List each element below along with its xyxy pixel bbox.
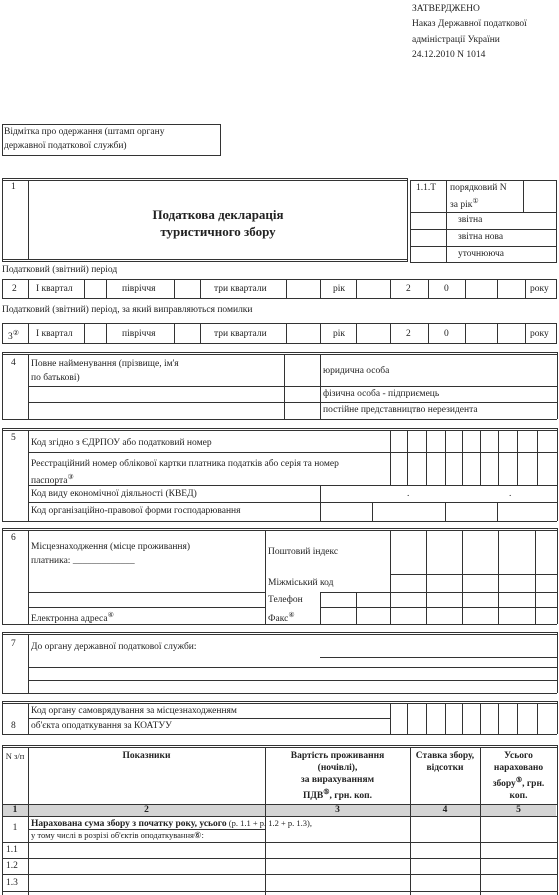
row-1-sub: у тому числі в розрізі об'єктів оподаткування [31, 830, 194, 840]
period-q1: І квартал [36, 284, 73, 294]
section8-num: 8 [11, 721, 16, 731]
period-row [2, 279, 557, 299]
col-total-line2: нараховано [493, 763, 544, 773]
period-y2: 0 [444, 284, 449, 294]
col-number-2: 2 [144, 805, 149, 815]
note-4-email: ④ [107, 611, 114, 619]
col-cost-header [265, 750, 410, 802]
col-rate-line2: відсотки [426, 763, 464, 773]
header-top-border [2, 178, 408, 181]
corrected-period-y1: 2 [406, 329, 411, 339]
type-new-label: звітна нова [458, 232, 504, 242]
col-number-3: 3 [335, 805, 340, 815]
col-total-header [480, 750, 557, 802]
corrected-period-label: Податковий (звітний) період, за який виправляються помилки [2, 305, 253, 315]
col-total-line3: збору [492, 779, 516, 790]
header-bottom-border [2, 259, 408, 262]
location-label-line2: платника: _____________ [31, 556, 135, 566]
phone-label: Телефон [268, 595, 303, 605]
koatuu-label-line1: Код органу самоврядування за місцезнаходженням [31, 706, 237, 716]
corrected-period-y2: 0 [444, 329, 449, 339]
kved-dot2: . [509, 489, 512, 499]
approval-line3: 24.12.2010 N 1014 [412, 50, 486, 60]
row-1-text-normal: (р. 1.1 + р. 1.2 + р. 1.3), [226, 818, 313, 828]
passport-label-line1: Реєстраційний номер облікової картки платника податків або серія та номер [31, 459, 339, 469]
entity-type-legal: юридична особа [323, 366, 390, 376]
type-annual-label: за рік [450, 200, 473, 211]
col-cost-line5: , грн. коп. [329, 791, 373, 802]
period-y1: 2 [406, 284, 411, 294]
note-4-fax: ④ [288, 611, 295, 619]
corrected-period-h1: півріччя [122, 329, 156, 339]
section8-top-border [2, 701, 557, 704]
note-5-total: ⑤ [515, 776, 523, 784]
col-rate-line1: Ставка збору, [415, 751, 475, 761]
form-title [29, 206, 407, 240]
period-year: рік [333, 284, 346, 294]
col-cost-line1: Вартість проживання [290, 751, 385, 761]
type-regular-label: звітна [458, 215, 483, 225]
section6-top-border [2, 528, 557, 531]
period-q3: три квартали [214, 284, 267, 294]
section7-num: 7 [11, 639, 16, 649]
period-h1: півріччя [122, 284, 156, 294]
type-ordinal-label: порядковий N [450, 183, 507, 193]
form-title-line1: Податкова декларація [152, 207, 284, 222]
approval-line2: адміністрації України [412, 35, 500, 45]
kved-dot1: . [407, 489, 410, 499]
fax-label: Факс [268, 614, 289, 625]
section5-top-border [2, 428, 557, 431]
section4-top-border [2, 352, 557, 355]
corrected-period-q1: І квартал [36, 329, 73, 339]
edrpou-label: Код згідно з ЄДРПОУ або податковий номер [31, 438, 212, 448]
kved-label: Код виду економічної діяльності (КВЕД) [31, 489, 197, 499]
name-label-line2: по батькові) [31, 373, 80, 383]
receipt-mark-line2: державної податкової служби) [4, 141, 127, 151]
row-1-text-bold: Нарахована сума збору з початку року, усього [31, 819, 227, 829]
col-cost-line3: за вирахуванням [300, 775, 375, 785]
col-rate-header [410, 750, 480, 774]
note-5-cost: ⑤ [323, 788, 330, 796]
note-2: ② [12, 329, 20, 337]
period-year-suffix: року [530, 284, 549, 294]
table-top-border [2, 745, 557, 748]
col-total-line1: Усього [504, 751, 533, 761]
row-1-num: 1 [12, 823, 18, 833]
col-cost-line4: ПДВ [302, 791, 324, 802]
corrected-period-num: 3 [8, 332, 13, 343]
section4-num: 4 [11, 358, 16, 368]
col-total-line4: , грн. [522, 779, 545, 790]
corrected-period-q3: три квартали [214, 329, 267, 339]
approval-line1: Наказ Державної податкової [412, 19, 527, 29]
form-code: 1.1.Т [416, 183, 437, 193]
corrected-period-year: рік [333, 329, 346, 339]
corrected-period-row [2, 323, 557, 344]
note-6: ⑥: [193, 830, 204, 840]
kopfg-label: Код організаційно-правової форми господарювання [31, 506, 241, 516]
passport-label-line2: паспорта [31, 476, 68, 487]
type-corrective-label: уточнююча [458, 249, 504, 259]
koatuu-label-line2: об'єкта оподаткування за КОАТУУ [31, 721, 172, 731]
corrected-period-year-suffix: року [530, 329, 549, 339]
email-label: Електронна адреса [31, 614, 108, 625]
name-label-line1: Повне найменування (прізвище, ім'я [31, 359, 179, 369]
entity-type-representation: постійне представництво нерезидента [323, 405, 478, 415]
note-1: ① [472, 197, 479, 205]
postal-code-label: Поштовий індекс [268, 547, 339, 557]
col-total-line5: коп. [509, 791, 528, 802]
receipt-mark-line1: Відмітка про одержання (штамп органу [4, 127, 165, 137]
row-1-3-num: 1.3 [6, 878, 18, 888]
header-num: 1 [11, 182, 16, 192]
row-1-1-num: 1.1 [6, 845, 18, 855]
intercity-code-label: Міжміський код [268, 578, 334, 588]
note-3: ③ [67, 473, 74, 481]
tax-authority-label: До органу державної податкової служби: [31, 642, 197, 652]
location-label-line1: Місцезнаходження (місце проживання) [31, 542, 191, 552]
col-number-5: 5 [516, 805, 521, 815]
col-indicators-header: Показники [122, 751, 171, 761]
section7-top-border [2, 632, 557, 635]
section6-num: 6 [11, 533, 16, 543]
period-num: 2 [12, 284, 17, 294]
col-number-4: 4 [442, 805, 448, 815]
col-num-header: N з/п [5, 751, 25, 761]
form-title-line2: туристичного збору [160, 224, 276, 239]
period-label: Податковий (звітний) період [2, 265, 118, 275]
entity-type-entrepreneur: фізична особа - підприємець [323, 389, 440, 399]
approval-title: ЗАТВЕРДЖЕНО [412, 4, 480, 14]
col-cost-line2: (ночівлі), [317, 763, 358, 773]
row-1-2-num: 1.2 [6, 861, 18, 871]
section5-num: 5 [11, 433, 16, 443]
col-number-1: 1 [12, 805, 18, 815]
